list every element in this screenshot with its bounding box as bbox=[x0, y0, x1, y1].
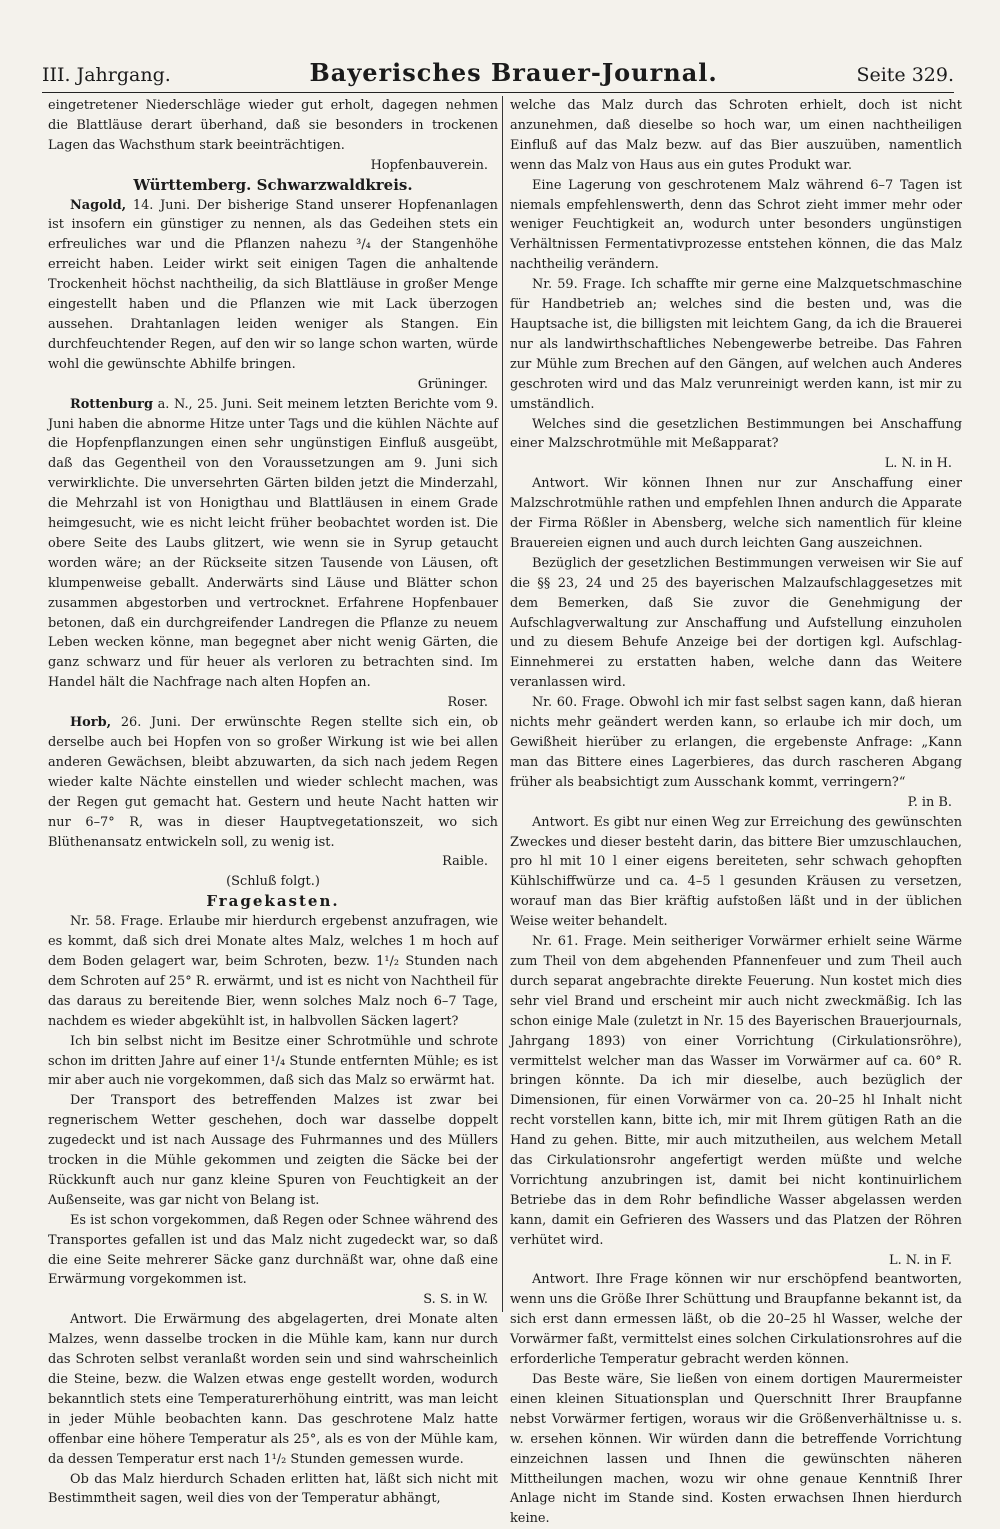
report-nagold bbox=[48, 196, 498, 375]
left-column bbox=[48, 96, 498, 1509]
report-rottenburg bbox=[48, 395, 498, 694]
horb-signature: Raible. bbox=[442, 854, 488, 870]
answer-60: Antwort. Es gibt nur einen Weg zur Erreichung des gewünschten Zweckes und dieser besteht darin, das bittere Bier umzuschlauchen, pro hl mit 10 l einer eigens bereiteten, sehr schwach gehopften Kühlschiffwürze und ca. 4–5 l gesunden Kräusen zu versetzen, worauf man das Bier kräftig aufstoßen läßt und in der üblichen Weise weiter behandelt. bbox=[510, 814, 962, 930]
answer-58: Antwort. Die Erwärmung des abgelagerten, drei Monate alten Malzes, wenn dasselbe trocken in die Mühle kam, kann nur durch das Schroten selbst veranlaßt worden sein und sind wahrscheinlich die Steine, bezw. die Walzen etwas enge gestellt worden, wodurch bekanntlich stets eine Temperaturerhöhung eintritt, was man leicht in jeder Mühle beobachten kann. Das geschrotene Malz hatte offenbar eine höhere Temperatur als 25°, als es von der Mühle kam, da dessen Temperatur erst nach 1¹/₂ Stunden gemessen wurde. bbox=[48, 1312, 498, 1467]
answer-61: Antwort. Ihre Frage können wir nur erschöpfend beantworten, wenn uns die Größe Ihrer Schüttung und Braupfanne bekannt ist, da sich erst dann ermessen läßt, ob die 20–25 hl Wasser, welche der Vorwärmer faßt, vermittelst eines solchen Cirkulationsrohres auf die erforderliche Temperatur gebracht werden können. bbox=[510, 1272, 962, 1368]
question-58-paragraph-3: Der Transport des betreffenden Malzes ist zwar bei regnerischem Wetter geschehen, doch war dasselbe doppelt zugedeckt und ist nach Aussage des Fuhrmannes und des Müllers trocken in die Mühle gekommen und zeigten die Säcke bei der Rückkunft auch nur ganz kleine Spuren von Feuchtigkeit an der Außenseite, was gar nicht von Belang ist. bbox=[48, 1093, 498, 1208]
conclusion-note: (Schluß folgt.) bbox=[226, 874, 320, 890]
question-61: Nr. 61. Frage. Mein seitheriger Vorwärmer erhielt seine Wärme zum Theil von dem abgehenden Pfannenfeuer und zum Theil auch durch separat angebrachte direkte Feuerung. Nun kostet mich dies sehr viel Brand und erscheint mir auch nicht zweckmäßig. Ich las schon einige Male (zuletzt in Nr. 15 des Bayerischen Brauerjournals, Jahrgang 1893) von einer Vorrichtung (Cirkulationsröhre), vermittelst welcher man das Wasser im Vorwärmer auf ca. 60° R. bringen könnte. Da ich mir dieselbe, auch bezüglich der Dimensionen, für einen Vorwärmer von ca. 20–25 hl Inhalt nicht recht vorstellen kann, bitte ich, mir mit Ihrem gütigen Rath an die Hand zu gehen. Bitte, mir auch mitzutheilen, aus welchem Metall das Cirkulationsrohr angefertigt werden müßte und welche Vorrichtung anzubringen ist, damit bei nicht kontinuirlichem Betriebe das in dem Rohr befindliche Wasser abgelassen werden kann, damit ein Gefrieren des Wassers und das Platzen der Röhren verhütet wird. bbox=[510, 934, 962, 1248]
fragekasten-title: Fragekasten. bbox=[206, 892, 340, 911]
column-divider bbox=[502, 96, 503, 1312]
page-number: Seite 329. bbox=[856, 64, 954, 86]
answer-58-paragraph-2: Ob das Malz hierdurch Schaden erlitten hat, läßt sich nicht mit Bestimmtheit sagen, weil dies von der Temperatur abhängt, bbox=[48, 1471, 498, 1507]
header-rule bbox=[42, 92, 954, 93]
question-60-signature: P. in B. bbox=[907, 794, 952, 810]
volume-label: III. Jahrgang. bbox=[42, 64, 171, 86]
rottenburg-signature: Roser. bbox=[447, 695, 488, 711]
question-61-signature: L. N. in F. bbox=[889, 1252, 952, 1268]
question-60: Nr. 60. Frage. Obwohl ich mir fast selbst sagen kann, daß hieran nichts mehr geändert werden kann, so erlaube ich mir doch, um Gewißheit hierüber zu erlangen, die ergebenste Anfrage: „Kann man das Bittere eines Lagerbieres, das durch rascheren Abgang früher als beabsichtigt zum Ausschank kommt, verringern?“ bbox=[510, 695, 962, 790]
question-58: Nr. 58. Frage. Erlaube mir hierdurch ergebenst anzufragen, wie es kommt, daß sich drei Monate altes Malz, welches 1 m hoch auf dem Boden gelagert war, beim Schroten, bezw. 1¹/₂ Stunden nach dem Schroten auf 25° R. erwärmt, und ist es nicht von Nachtheil für das daraus zu bereitende Bier, wenn solches Malz noch 6–7 Tage, nachdem es wieder abgekühlt ist, in halbvollen Säcken lagert? bbox=[48, 914, 498, 1029]
answer-59: Antwort. Wir können Ihnen nur zur Anschaffung einer Malzschrotmühle rathen und empfehlen Ihnen andurch die Apparate der Firma Rößler in Abensberg, welche sich namentlich für kleine Brauereien eignen und auch durch leichten Gang auszeichnen. bbox=[510, 476, 962, 551]
answer-61-paragraph-2: Das Beste wäre, Sie ließen von einem dortigen Maurermeister einen kleinen Situationsplan und Querschnitt Ihrer Braupfanne nebst Vorwärmer fertigen, woraus wir die Größenverhältnisse u. s. w. ersehen können. Wir würden dann die betreffende Vorrichtung einzeichnen lassen und Ihnen die gewünschten näheren Mittheilungen machen, wozu wir ohne genaue Kenntniß Ihrer Anlage nicht im Stande sind. Kosten erwachsen Ihnen hierdurch keine. bbox=[510, 1372, 962, 1527]
place-nagold: Nagold, bbox=[70, 197, 127, 213]
question-58-paragraph-2: Ich bin selbst nicht im Besitze einer Schrotmühle und schrote schon im dritten Jahre auf einer 1¹/₄ Stunde entfernten Mühle; es ist mir aber auch nie vorgekommen, daß sich das Malz so erwärmt hat. bbox=[48, 1033, 498, 1089]
answer-59-paragraph-2: Bezüglich der gesetzlichen Bestimmungen verweisen wir Sie auf die §§ 23, 24 und 25 des bayerischen Malzaufschlaggesetzes mit dem Bemerken, daß Sie zuvor die Genehmigung der Aufschlagverwaltung zur Anschaffung und Aufstellung einzuholen und zu diesem Behufe Anzeige bei der dortigen kgl. Aufschlag-Einnehmerei zu erstatten haben, welche dann das Weitere veranlassen wird. bbox=[510, 555, 962, 691]
question-59-paragraph-2: Welches sind die gesetzlichen Bestimmungen bei Anschaffung einer Malzschrotmühle mit Meßapparat? bbox=[510, 416, 962, 452]
question-58-paragraph-4: Es ist schon vorgekommen, daß Regen oder Schnee während des Transportes gefallen ist und das Malz nicht zugedeckt war, so daß die eine Seite mehrerer Säcke ganz durchnäßt war, ohne daß eine Erwärmung vorgekommen ist. bbox=[48, 1212, 498, 1288]
rottenburg-text: a. N., 25. Juni. Seit meinem letzten Berichte vom 9. Juni haben die abnorme Hitze unter Tags und die kühlen Nächte auf die Hopfenpflanzungen einen sehr ungünstigen Einfluß ausgeübt, daß das Gegentheil von den Voraussetzungen am 9. Juni sich verwirklichte. Die unversehrten Gärten bilden jetzt die Minderzahl, die Mehrzahl ist von Honigthau und Blattläusen in einem Grade heimgesucht, wie es nicht leicht früher beobachtet worden ist. Die obere Seite des Laubs glitzert, wie wenn sie in Syrup getaucht worden wäre; an der Rückseite sitzen Tausende von Läusen, oft klumpenweise geballt. Anderwärts sind Läuse und Blätter schon zusammen abgestorben und vertrocknet. Erfahrene Hopfenbauer betonen, daß ein durchgreifender Landregen die Pflanze zu neuem Leben wecken könne, man begegnet aber nicht wenig Gärten, die ganz schwarz und für heuer als verloren zu betrachten sind. Im Handel hält die Nachfrage nach alten Hopfen an. bbox=[48, 396, 498, 691]
nagold-text: 14. Juni. Der bisherige Stand unserer Hopfenanlagen ist insofern ein günstiger zu nennen, als das Gedeihen stets ein erfreuliches war und die Pflanzen nahezu ³/₄ der Stangenhöhe erreicht haben. Leider wirkt seit einigen Tagen die anhaltende Trockenheit höchst nachtheilig, da sich Blattläuse in großer Menge eingestellt haben und die Pflanzen wie mit Lack überzogen aussehen. Drahtanlagen leiden weniger als Stangen. Ein durchfeuchtender Regen, auf den wir so lange schon warten, würde wohl die gewünschte Abhilfe bringen. bbox=[48, 197, 498, 372]
report-horb bbox=[48, 713, 498, 852]
right-column bbox=[510, 96, 962, 1529]
question-59-signature: L. N. in H. bbox=[884, 456, 952, 472]
nagold-signature: Grüninger. bbox=[417, 376, 488, 392]
section-heading: Württemberg. Schwarzwaldkreis. bbox=[133, 175, 413, 194]
intro-paragraph: eingetretener Niederschläge wieder gut erholt, dagegen nehmen die Blattläuse derart überhand, daß sie besonders in trockenen Lagen das Wachsthum stark beeinträchtigen. bbox=[48, 98, 498, 153]
place-horb: Horb, bbox=[70, 715, 112, 731]
question-58-signature: S. S. in W. bbox=[423, 1292, 488, 1308]
page-header bbox=[42, 58, 954, 86]
place-rottenburg: Rottenburg bbox=[70, 396, 153, 412]
answer-58-paragraph-3: Eine Lagerung von geschrotenem Malz während 6–7 Tagen ist niemals empfehlenswerth, denn das Schrot zieht immer mehr oder weniger Feuchtigkeit an, wodurch unter besonders ungünstigen Verhältnissen Fermentativprozesse entstehen können, die das Malz nachtheilig verändern. bbox=[510, 177, 962, 273]
answer-58-continuation: welche das Malz durch das Schroten erhielt, doch ist nicht anzunehmen, daß dieselbe so hoch war, um einen nachtheiligen Einfluß auf das Malz bezw. auf das Bier auszuüben, namentlich wenn das Malz von Haus aus ein gutes Produkt war. bbox=[510, 98, 962, 173]
question-59: Nr. 59. Frage. Ich schaffte mir gerne eine Malzquetschmaschine für Handbetrieb an; welches sind die besten und, was die Hauptsache ist, die billigsten mit leichtem Gang, da ich die Brauerei nur als landwirthschaftliches Nebengewerbe betreibe. Das Fahren zur Mühle zum Brechen auf den Gängen, auf welchen auch Anderes geschroten wird und das Malz verunreinigt werden kann, ist mir zu umständlich. bbox=[510, 277, 962, 412]
horb-text: 26. Juni. Der erwünschte Regen stellte sich ein, ob derselbe auch bei Hopfen von so großer Wirkung ist wie bei allen anderen Gewächsen, bleibt abzuwarten, da sich nach jedem Regen wieder kalte Nächte einstellen und wieder schlecht machen, was der Regen gut gemacht hat. Gestern und heute Nacht hatten wir nur 6–7° R, was in dieser Hauptvegetationszeit, wo sich Blüthenansatz entwickeln soll, zu wenig ist. bbox=[48, 715, 498, 850]
journal-title: Bayerisches Brauer-Journal. bbox=[309, 58, 718, 87]
intro-signature: Hopfenbauverein. bbox=[370, 157, 488, 173]
